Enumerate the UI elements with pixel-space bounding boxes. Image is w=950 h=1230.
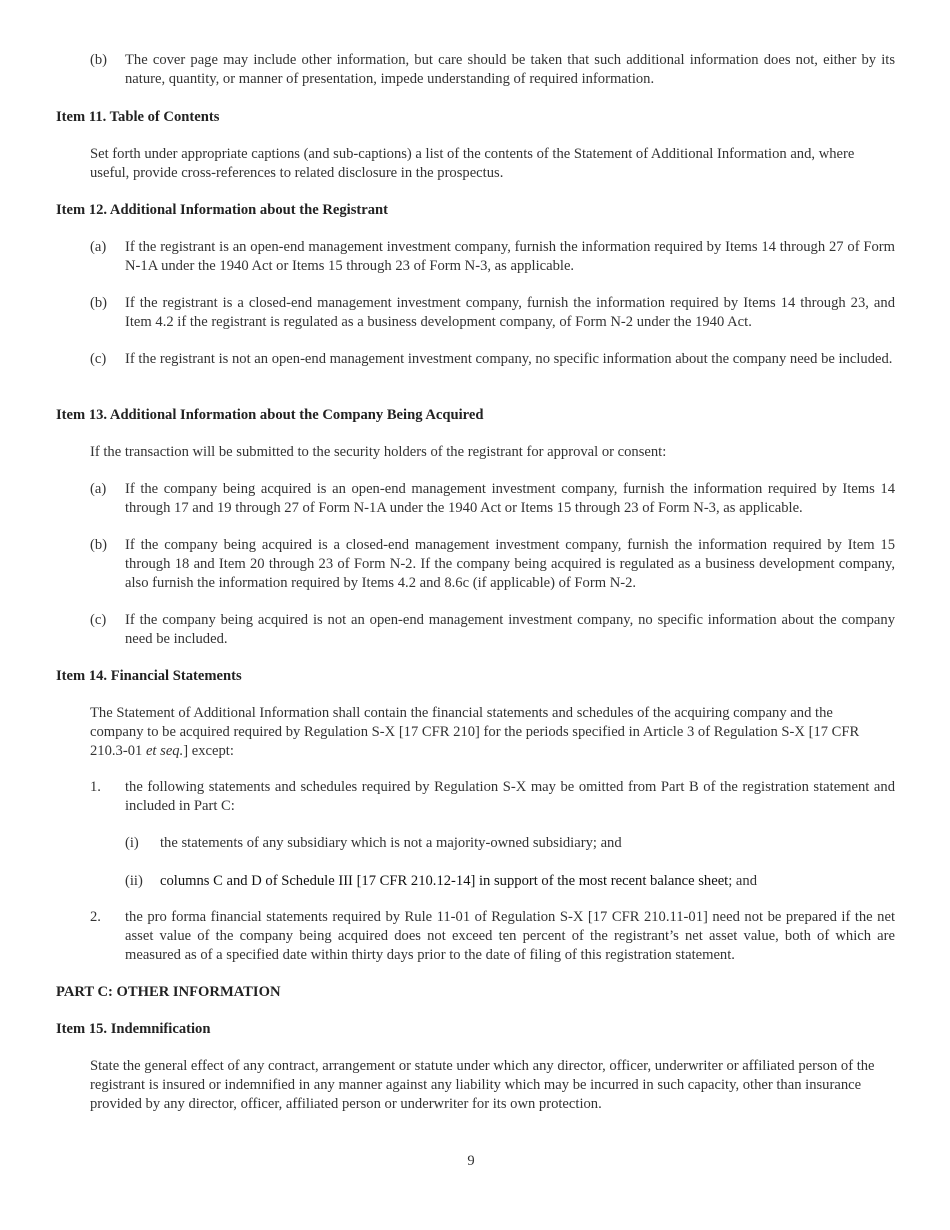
intro-text: The Statement of Additional Information shall contain the financial statements and schedules of the acquiring company and the company to be acquired required by Regulation S-X [17 CFR 210] for the periods specified in Article 3 of Regulation S-X [17 CFR 210.3-01 bbox=[90, 705, 860, 759]
item-label: (b) bbox=[90, 295, 108, 311]
item-text: If the company being acquired is a closed-end management investment company, furnish the information required by Item 15 through 18 and Item 20 through 23 of Form N-2. If the company being acquired is regulated as a business development company, also furnish the information required by Items 4.2 and 8.6c (if applicable) of Form N-2. bbox=[125, 537, 895, 591]
item-label: 2. bbox=[90, 909, 101, 925]
item-text: If the registrant is an open-end management investment company, furnish the information required by Items 14 through 27 of Form N-1A under the 1940 Act or Items 15 through 23 of Form N-3, as applicable. bbox=[125, 239, 895, 274]
item-text: the statements of any subsidiary which is not a majority-owned subsidiary; and bbox=[160, 835, 622, 851]
item-text: If the company being acquired is not an open-end management investment company, no specific information about the company need be included. bbox=[125, 612, 895, 647]
item-label: (i) bbox=[125, 835, 139, 851]
item-15-body: State the general effect of any contract, arrangement or statute under which any director, officer, underwriter or affiliated person of the registrant is insured or indemnified in any manner against any liability which may be incurred in such capacity, other than insurance provided by any director, officer, affiliated person or underwriter for its own protection. bbox=[90, 1058, 875, 1112]
item-label: (ii) bbox=[125, 873, 143, 889]
sub-ii-end-text: ; and bbox=[728, 873, 758, 889]
item-text: The cover page may include other information, but care should be taken that such additional information does not, either by its nature, quantity, or manner of presentation, impede understanding of required information. bbox=[125, 52, 895, 87]
item-text: If the company being acquired is an open-end management investment company, furnish the information required by Items 14 through 17 and 19 through 27 of Form N-1A under the 1940 Act or Items 15 through 23 of Form N-3, as applicable. bbox=[125, 481, 895, 516]
item-label: (c) bbox=[90, 612, 107, 628]
sub-ii-main-text: columns C and D of Schedule III [17 CFR 210.12-14] in support of the most recent balance sheet bbox=[160, 873, 729, 889]
item-label: 1. bbox=[90, 779, 101, 795]
item-label: (a) bbox=[90, 239, 107, 255]
part-c-heading: PART C: OTHER INFORMATION bbox=[56, 984, 281, 1000]
intro-text-end: ] except: bbox=[183, 743, 234, 759]
item-label: (b) bbox=[90, 537, 108, 553]
item-14-heading: Item 14. Financial Statements bbox=[56, 668, 242, 684]
item-text: If the registrant is a closed-end management investment company, furnish the information required by Items 14 through 23, and Item 4.2 if the registrant is regulated as a business development company, of Form N-2 under the 1940 Act. bbox=[125, 295, 895, 330]
item-label: (a) bbox=[90, 481, 107, 497]
intro-emphasis: et seq. bbox=[145, 743, 184, 759]
item-11-heading: Item 11. Table of Contents bbox=[56, 109, 220, 125]
page-number: 9 bbox=[467, 1153, 475, 1169]
item-text: the pro forma financial statements required by Rule 11-01 of Regulation S-X [17 CFR 210.11-01] need not be prepared if the net asset value of the company being acquired does not exceed ten percent of the registrant’s net asset value, both of which are measured as of a specified date within thirty days prior to the date of filing of this registration statement. bbox=[125, 909, 895, 963]
item-text: the following statements and schedules required by Regulation S-X may be omitted from Part B of the registration statement and included in Part C: bbox=[125, 779, 895, 814]
item-label: (c) bbox=[90, 351, 107, 367]
item-13-intro: If the transaction will be submitted to the security holders of the registrant for approval or consent: bbox=[90, 444, 667, 460]
item-11-body: Set forth under appropriate captions (and sub-captions) a list of the contents of the Statement of Additional Information and, where useful, provide cross-references to related disclosure in the prospectus. bbox=[90, 146, 855, 181]
item-13-heading: Item 13. Additional Information about the Company Being Acquired bbox=[56, 407, 484, 423]
item-15-heading: Item 15. Indemnification bbox=[56, 1021, 211, 1037]
item-12-heading: Item 12. Additional Information about the Registrant bbox=[56, 202, 389, 218]
item-label: (b) bbox=[90, 52, 108, 68]
item-text: If the registrant is not an open-end management investment company, no specific information about the company need be included. bbox=[125, 351, 893, 367]
item-14-intro bbox=[90, 704, 865, 761]
item-text bbox=[160, 872, 895, 891]
